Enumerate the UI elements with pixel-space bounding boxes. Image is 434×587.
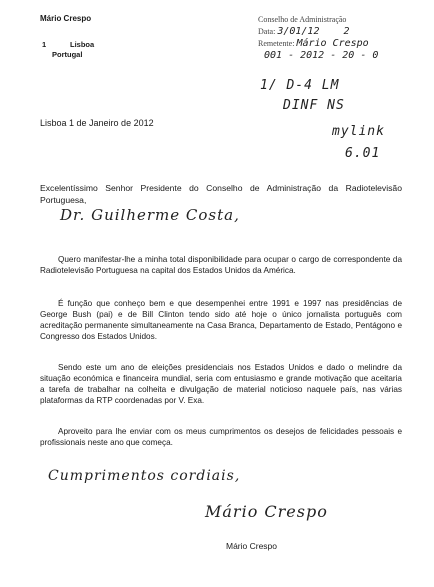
salutation: Excelentíssimo Senhor Presidente do Conselho de Administração da Radiotelevisão Portuguesa,	[40, 183, 402, 205]
sender-country: Portugal	[52, 50, 83, 59]
signer-name: Mário Crespo	[226, 541, 278, 551]
sender-name: Mário Crespo	[40, 14, 92, 23]
letter-date: Lisboa 1 de Janeiro de 2012	[40, 118, 154, 128]
handwritten-signature: Mário Crespo	[205, 502, 328, 521]
stamp-sender-label: Remetente:	[258, 39, 295, 48]
stamp-date-value: 3/01/12	[277, 26, 320, 37]
stamp-date-row	[258, 26, 418, 38]
handwritten-recipient-name: Dr. Guilherme Costa,	[60, 206, 240, 224]
annotation-line-3: mylink	[332, 124, 385, 139]
annotation-line-2: DINF NS	[283, 98, 345, 113]
stamp-date-extra: 2	[343, 26, 350, 37]
paragraph-1: Quero manifestar-lhe a minha total disponibilidade para ocupar o cargo de correspondente da Radiotelevisão Portuguesa na capital dos Estados Unidos da América.	[40, 255, 402, 275]
sender-number: 1	[42, 40, 47, 49]
sender-address-line1	[42, 40, 94, 50]
stamp-sender-row	[258, 38, 418, 50]
annotation-line-4: 6.01	[345, 146, 381, 161]
reception-stamp	[258, 14, 418, 64]
paragraph-2: É função que conheço bem e que desempenhei entre 1991 e 1997 nas presidências de George Bush (pai) e de Bill Clinton tendo sido até hoje o único jornalista português com acreditação permanente simultaneamente na Casa Branca, Departamento de Estado, Pentágono e Congresso dos Estados Unidos.	[40, 299, 402, 341]
annotation-line-1: 1/ D-4 LM	[260, 78, 340, 93]
handwritten-closing: Cumprimentos cordiais,	[48, 468, 241, 484]
paragraph-4: Aproveito para lhe enviar com os meus cumprimentos os desejos de felicidades pessoais e profissionais neste ano que começa.	[40, 427, 402, 447]
sender-address	[42, 40, 94, 60]
stamp-title: Conselho de Administração	[258, 15, 347, 24]
paragraph-3: Sendo este um ano de eleições presidenciais nos Estados Unidos e dado o melindre da situação económica e financeira mundial, seria com entusiasmo e grande motivação que aceitaria a tarefa de trabalhar na colheita e divulgação de material noticioso naquele país, nas várias plataformas da RTP coordenadas por V. Exa.	[40, 363, 402, 405]
stamp-sender-value: Mário Crespo	[296, 38, 369, 49]
sender-city: Lisboa	[70, 40, 95, 49]
stamp-reference: 001 - 2012 - 20 - 0	[264, 50, 379, 61]
stamp-date-label: Data:	[258, 27, 276, 36]
